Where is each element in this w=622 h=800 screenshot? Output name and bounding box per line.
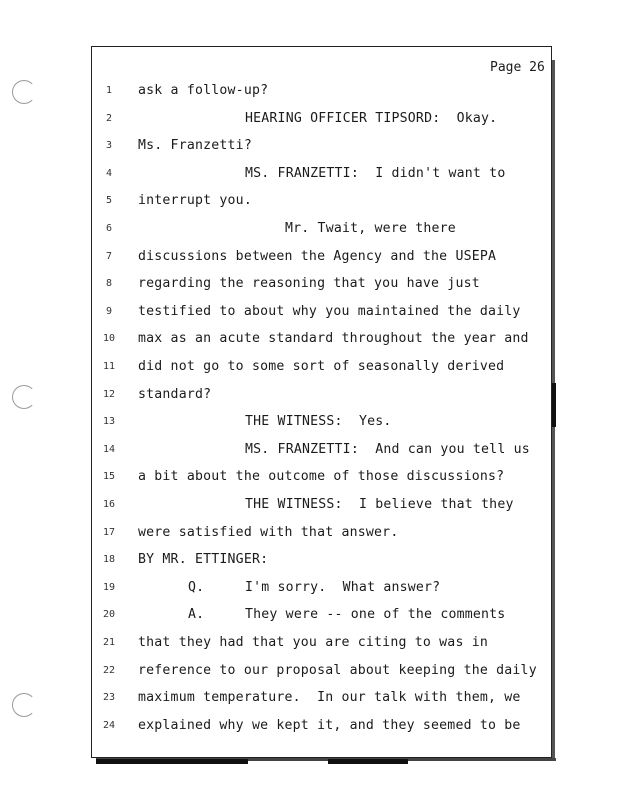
line-number: 9 <box>105 305 113 317</box>
line-number: 10 <box>102 333 116 345</box>
line-number: 4 <box>105 167 113 179</box>
transcript-line: testified to about why you maintained the daily <box>138 303 521 319</box>
transcript-line: that they had that you are citing to was in <box>138 635 489 650</box>
line-number: 24 <box>102 719 116 731</box>
transcript-line: Mr. Twait, were there <box>285 221 456 236</box>
binder-hole-middle <box>12 385 36 409</box>
transcript-line: explained why we kept it, and they seemed to be <box>138 717 521 733</box>
line-number: 16 <box>102 499 116 510</box>
transcript-line: regarding the reasoning that you have just <box>138 276 480 292</box>
transcript-line: a bit about the outcome of those discussions? <box>138 469 505 485</box>
line-number: 1 <box>105 85 113 96</box>
line-number: 20 <box>102 609 116 621</box>
transcript-line: standard? <box>138 386 212 402</box>
line-number: 15 <box>102 471 116 483</box>
line-number: 17 <box>102 526 116 538</box>
line-number: 5 <box>105 195 113 207</box>
transcript-line: interrupt you. <box>138 193 252 209</box>
line-number: 6 <box>105 223 113 234</box>
line-number: 11 <box>102 361 116 372</box>
transcript-line: ask a follow-up? <box>138 83 269 98</box>
line-number: 3 <box>105 140 113 152</box>
line-number: 8 <box>105 278 113 290</box>
transcript-line: THE WITNESS: Yes. <box>245 414 392 430</box>
transcript-line: THE WITNESS: I believe that they <box>245 497 514 512</box>
line-number: 22 <box>102 664 116 676</box>
line-number: 18 <box>102 554 116 566</box>
transcript-line: A. They were -- one of the comments <box>188 607 506 623</box>
transcript-line: did not go to some sort of seasonally derived <box>138 359 505 374</box>
line-number: 13 <box>102 416 116 428</box>
transcript-line: reference to our proposal about keeping the daily <box>138 662 537 678</box>
transcript-line: maximum temperature. In our talk with them, we <box>138 690 521 706</box>
transcript-line: BY MR. ETTINGER: <box>138 552 269 568</box>
edge-mark-bottom-left <box>96 759 248 764</box>
transcript-line: were satisfied with that answer. <box>138 524 399 540</box>
line-number: 23 <box>102 692 116 704</box>
transcript-line: HEARING OFFICER TIPSORD: Okay. <box>245 110 498 126</box>
transcript-line: Q. I'm sorry. What answer? <box>188 579 441 595</box>
transcript-line: MS. FRANZETTI: I didn't want to <box>245 165 506 181</box>
binder-hole-top <box>12 80 36 104</box>
line-number: 12 <box>102 388 116 400</box>
page-number: Page 26 <box>490 60 545 75</box>
binder-hole-bottom <box>12 693 36 717</box>
transcript-line: Ms. Franzetti? <box>138 138 252 154</box>
transcript-line: discussions between the Agency and the USEPA <box>138 248 497 264</box>
line-number: 14 <box>102 443 116 455</box>
line-number: 21 <box>102 637 116 648</box>
transcript-line: max as an acute standard throughout the year and <box>138 331 529 347</box>
line-number: 19 <box>102 581 116 593</box>
line-number: 7 <box>105 250 113 262</box>
edge-mark-bottom-right <box>328 759 408 764</box>
line-number: 2 <box>105 112 113 124</box>
transcript-line: MS. FRANZETTI: And can you tell us <box>245 441 530 457</box>
